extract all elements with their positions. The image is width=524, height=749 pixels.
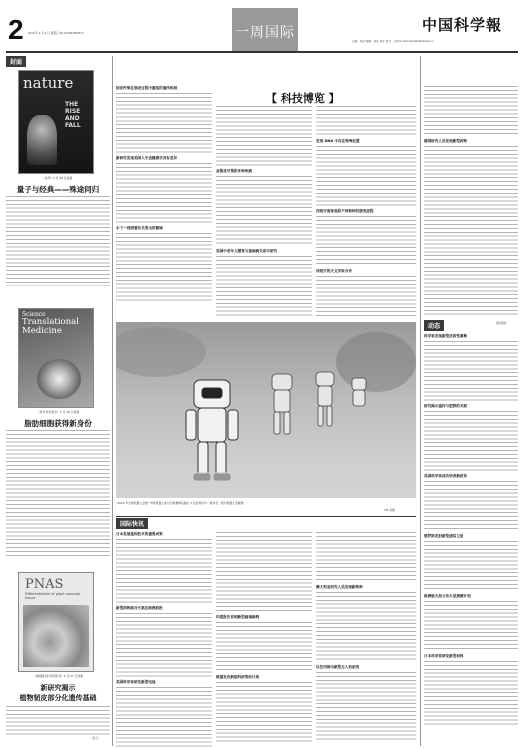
dynamics-list (424, 334, 518, 727)
masthead-logo: 中国科学報 (422, 16, 503, 34)
robot-photo-art (116, 322, 416, 498)
cover-section-tag: 封面 (6, 56, 26, 67)
news-item-7: 以色列推出新型无人机系统 (316, 665, 360, 669)
nature-headline: THE RISE AND FALL (65, 101, 81, 129)
science-subhead-2: 新研究发现美国人牙齿健康状况有差异 (116, 156, 178, 160)
section-title: 一周国际 (235, 25, 295, 41)
right-subhead-top: 德国研究人员发现新型药物 (424, 139, 468, 143)
stm-logo: Science Translational Medicine (22, 311, 79, 336)
science-subhead-6: 发现 DNA 中存在特殊位置 (316, 139, 360, 143)
pnas-cover-caption: 《美国国家科学院院刊》5 月 27 日封面 (33, 674, 83, 678)
dynamics-item-1: 科学家发现新型抗药性菌株 (424, 334, 468, 338)
pnas-byline: （张章） (90, 737, 101, 740)
pnas-article-body (6, 706, 110, 736)
science-subhead-4: 金银花可预防多种疾病 (216, 169, 252, 173)
news-col-1 (116, 532, 212, 744)
news-item-6: 澳大利亚研究人员发现新物种 (316, 585, 363, 589)
dynamics-section-tag: 动态 (424, 320, 444, 331)
pnas-subtitle: Differentiation of plant vascular tissue (25, 592, 81, 600)
pnas-logo: PNAS (25, 577, 64, 592)
science-subhead-1: 韧皮纤维在衰老过程中重组的遗传机制 (116, 86, 178, 90)
page-number: 2 (8, 14, 24, 45)
news-col-2 (216, 532, 312, 744)
nature-article-body (6, 196, 110, 286)
science-subhead-3: 水下一同照看有关害虫的微调 (116, 226, 163, 230)
robot-main (186, 380, 238, 480)
stm-article-body (6, 430, 110, 556)
right-top-body (424, 86, 518, 136)
science-overview (116, 86, 416, 320)
pnas-article-title-1: 新研究揭示 (40, 684, 76, 692)
science-col-3 (316, 106, 416, 320)
nature-cover-caption: 《自然》5 月 29 日封面 (41, 176, 73, 180)
news-item-4: 印度报告首例新型病毒病例 (216, 615, 260, 619)
nature-article-title: 量子与经典——殊途同归 (16, 185, 100, 194)
page-header (0, 0, 524, 52)
science-subhead-8: 西班牙的天文学家合作 (316, 269, 352, 273)
science-col-1 (116, 86, 212, 320)
header-meta-left: 2014 年 6 月 6 日 星期五 Tel:(010)62580617 (28, 32, 84, 35)
robot-photo-caption: “2014 年全球机器人会展” 甲集机器人的对当地赛事巡演出 3 名优秀选手一展身手。图为机器人表演赛。 (116, 501, 247, 505)
right-column-divider (420, 56, 421, 746)
news-section-tag: 国际快讯 (116, 518, 148, 529)
left-column (6, 56, 110, 744)
news-item-2: 新型药物联合方案在欧洲获批 (116, 606, 163, 610)
dynamics-item-6: 日本科学家研发新型材料 (424, 654, 464, 658)
robot-photo (116, 322, 416, 498)
left-column-divider (112, 56, 113, 746)
dynamics-item-4: 俄罗斯发射新型通信卫星 (424, 534, 464, 538)
stm-cover-caption: 《科学·转化医学》5 月 28 日封面 (36, 410, 80, 414)
stm-cover-art (37, 359, 81, 399)
news-top-rule (116, 516, 416, 517)
pnas-article-title-2: 植物韧皮部分化遗传基础 (19, 694, 97, 702)
section-banner (232, 8, 298, 52)
right-sidebar (424, 56, 518, 744)
news-item-1: 日本发展基因技术的重要成果 (116, 532, 163, 536)
dynamics-item-3: 英国科学家成功培育新疫苗 (424, 474, 468, 478)
header-rule (6, 51, 518, 53)
science-subhead-5: 英国中老年人膳食与基础病关系可研究 (216, 249, 278, 253)
news-item-3: 美国科学家研发新型电池 (116, 680, 156, 684)
nature-cover-image (18, 70, 94, 174)
news-item-5: 欧盟发布新版科研资助计划 (216, 675, 260, 679)
science-subhead-7: 西班牙南部高原不同物种的演变进程 (316, 209, 374, 213)
science-col-2 (216, 106, 312, 320)
stm-article-title: 脂肪细胞获得新身份 (24, 419, 92, 428)
pnas-cover-image (18, 572, 94, 672)
news-col-3 (316, 532, 416, 744)
science-overview-title: 【 科技博览 】 (266, 92, 340, 105)
header-meta-right: 主编：刘洪 编辑：徐佳 杨华 校对：王峰 E-mail:xiaobao@stimes.cn (352, 40, 434, 43)
dynamics-item-5: 欧洲航天局公布火星探测计划 (424, 594, 471, 598)
dynamics-item-2: 研究揭示遗传与肥胖的关联 (424, 404, 468, 408)
nature-cover-art (27, 115, 57, 165)
robot-photo-credit: CFP 供图 (384, 509, 395, 512)
stm-cover-image (18, 308, 94, 408)
pnas-cover-art (23, 605, 89, 667)
nature-logo: nature (23, 74, 74, 92)
dynamics-date-tag: 国际要闻 (496, 322, 507, 325)
